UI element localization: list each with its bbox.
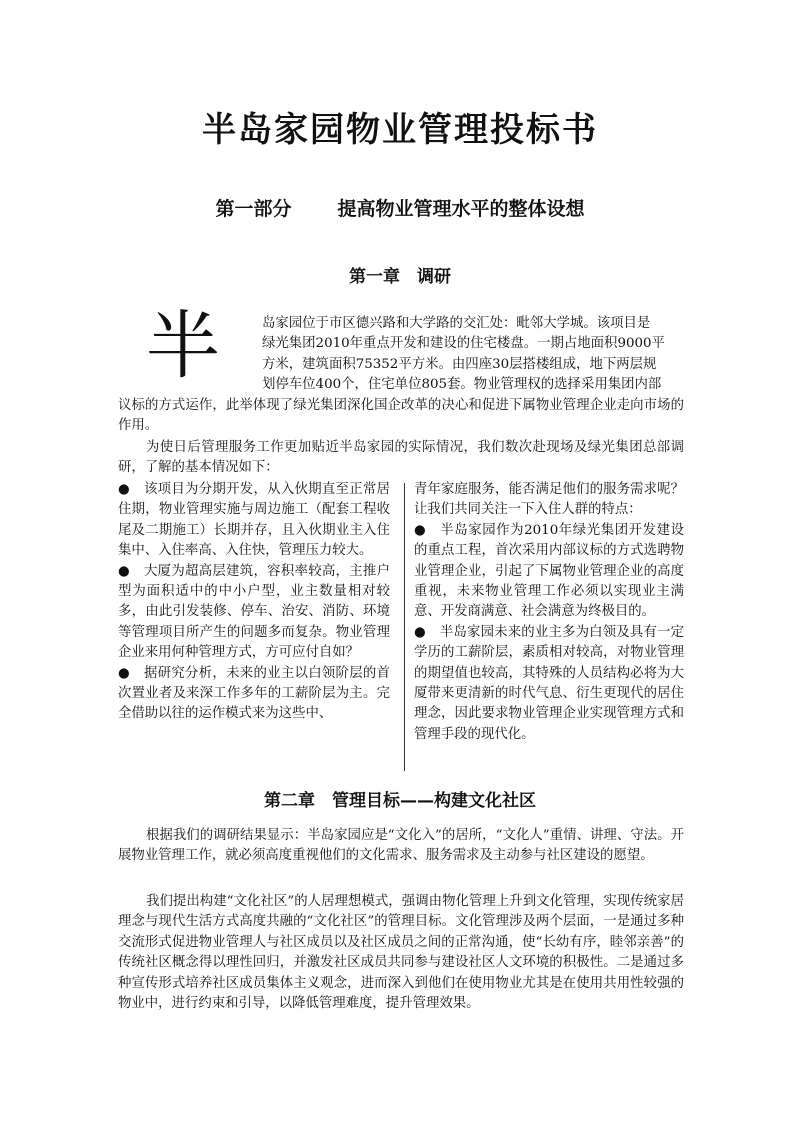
intro-continuation: 议标的方式运作，此举体现了绿光集团深化国企改革的决心和促进下属物业管理企业走向市场的作用。	[118, 398, 684, 434]
chapter2-paragraph-2: 我们提出构建“文化社区”的人居理想模式，强调由物化管理上升到文化管理，实现传统家居理念与现代生活方式高度共融的“文化社区”的管理目标。文化管理涉及两个层面，一是通过多种交流形式促进物业管理人与社区成员以及社区成员之间的正常沟通，使“长幼有序，睦邻亲善”的传统社区概念得以理性回归，并激发社区成员共同参与建设社区人文环境的积极性。二是通过多种宣传形式培养社区成员集体主义观念，进而深入到他们在使用物业尤其是在使用共用性较强的物业中，进行约束和引导，以降低管理难度，提升管理效果。	[118, 894, 684, 1012]
bullet-icon: ●	[118, 482, 130, 497]
list-item: ● 该项目为分期开发，从入伙期直至正常居住期，物业管理实施与周边施工（配套工程收尾及二期施工）长期并存，且入伙期业主入住集中、入住率高、入住快，管理压力较大。	[118, 482, 391, 559]
survey-paragraph: 为使日后管理服务工作更加贴近半岛家园的实际情况，我们数次赴现场及绿光集团总部调研，了解的基本情况如下：	[118, 440, 684, 476]
part-heading	[0, 194, 800, 221]
intro-line: 方米，建筑面积75352平方米。由四座30层搭楼组成，地下两层规	[262, 356, 657, 372]
column-divider	[404, 483, 405, 771]
bullet-icon: ●	[118, 665, 130, 681]
list-item: ● 大厦为超高层建筑，容积率较高，主推户型为面积适中的中小户型，业主数量相对较多，由此引发装修、停车、治安、消防、环境等管理项目所产生的问题多而复杂。物业管理企业来用何种管理方式，方可应付自如？	[118, 563, 391, 661]
bullet-icon: ●	[414, 522, 427, 538]
intro-line: 岛家园位于市区德兴路和大学路的交汇处：毗邻大学城。该项目是	[262, 316, 651, 331]
document-title: 半岛家园物业管理投标书	[202, 110, 598, 150]
list-item: ● 半岛家园作为2010年绿光集团开发建设的重点工程，首次采用内部议标的方式选聘物业管理企业，引起了下属物业管理企业的高度重视，未来物业管理工作必须以实现业主满意、开发商满意、社会满意为终极目的。	[414, 522, 685, 620]
right-column	[414, 480, 684, 745]
intro-paragraph	[262, 314, 682, 396]
intro-line: 绿光集团2010年重点开发和建设的住宅楼盘。一期占地面积9000平	[262, 336, 665, 352]
chapter2-heading: 第二章 管理目标——构建文化社区	[264, 791, 536, 811]
list-item: ● 据研究分析，未来的业主以白领阶层的首次置业者及来深工作多年的工薪阶层为主。完全借助以往的运作模式来为这些中、	[118, 665, 391, 722]
bullet-icon: ●	[414, 624, 426, 640]
left-column	[118, 480, 390, 725]
part-name: 提高物业管理水平的整体设想	[337, 198, 585, 220]
drop-cap: 半	[146, 303, 220, 389]
chapter2-paragraph-1: 根据我们的调研结果显示：半岛家园应是“文化入”的居所，“文化人”重情、讲理、守法。开展物业管理工作，就必须高度重视他们的文化需求、服务需求及主动参与社区建设的愿望。	[118, 828, 684, 864]
intro-line: 划停车位400个，住宅单位805套。物业管理权的选择采用集团内部	[262, 377, 662, 393]
bullet-icon: ●	[118, 563, 130, 579]
list-item: ● 半岛家园未来的业主多为白领及具有一定学历的工薪阶层，素质相对较高，对物业管理的期望值也较高，其特殊的人员结构必将为大厦带来更清新的时代气息、衍生更现代的居住理念，因此要求物业管理企业实现管理方式和管理手段的现代化。	[414, 624, 685, 742]
list-item-continuation: 青年家庭服务，能否满足他们的服务需求呢？让我们共同关注一下入住人群的特点：	[414, 482, 684, 518]
part-label: 第一部分	[215, 198, 292, 220]
chapter1-heading: 第一章 调研	[349, 267, 451, 287]
